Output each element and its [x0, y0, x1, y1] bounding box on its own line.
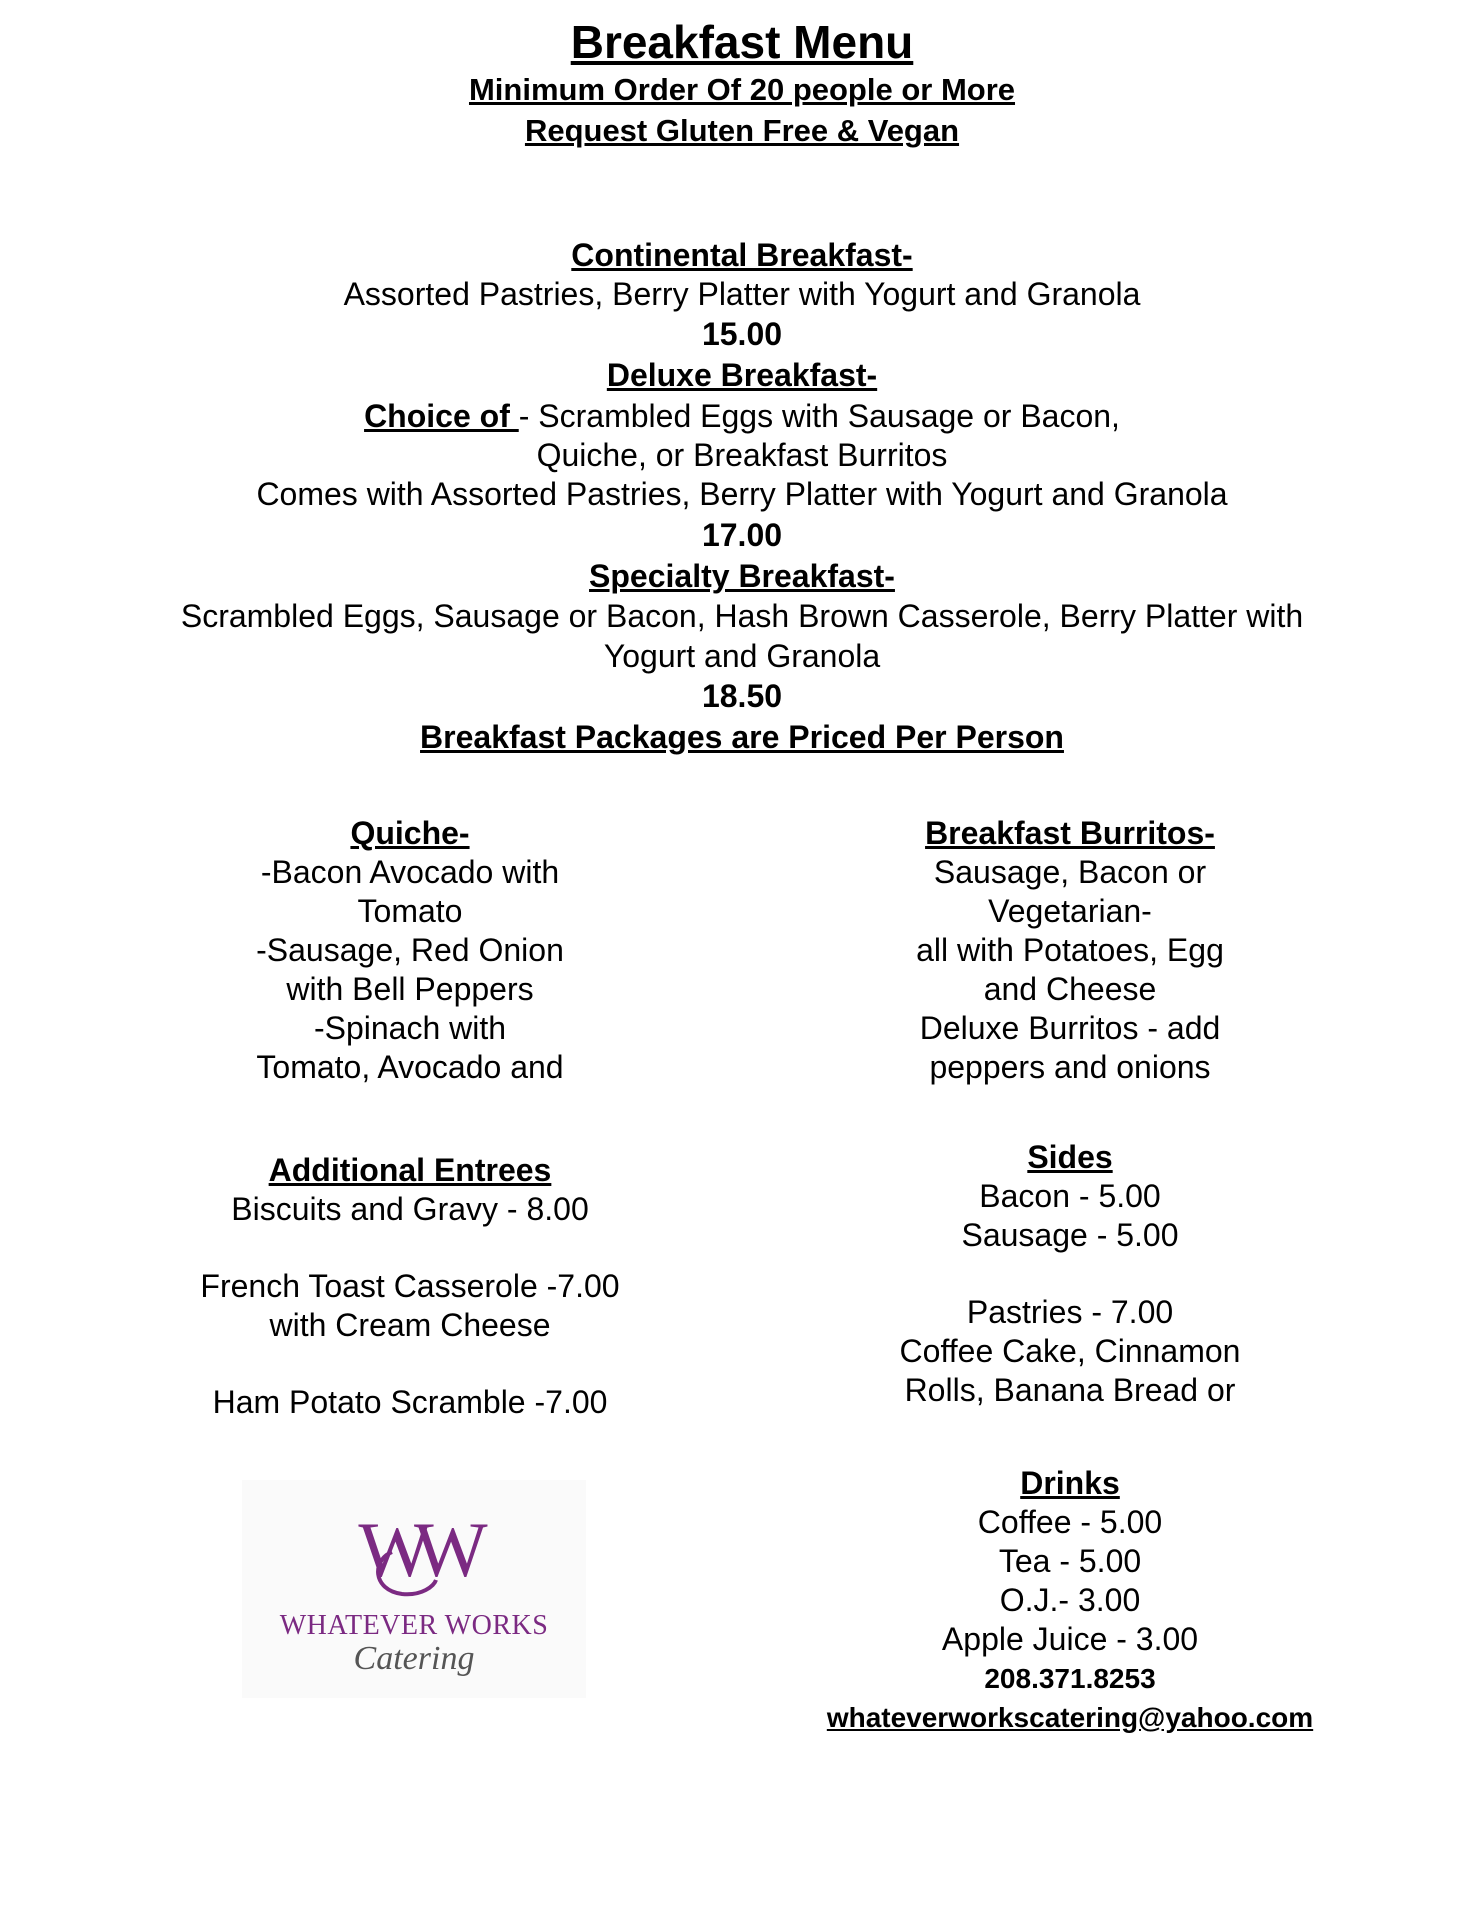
deluxe-line-3: Comes with Assorted Pastries, Berry Platter with Yogurt and Granola — [256, 476, 1228, 512]
list-item: Tea - 5.00 — [998, 1543, 1142, 1579]
specialty-line-2: Yogurt and Granola — [603, 638, 881, 674]
list-item: and Cheese — [983, 971, 1157, 1007]
burritos-title: Breakfast Burritos- — [925, 815, 1215, 851]
list-item: Tomato — [357, 893, 463, 929]
list-item: Pastries - 7.00 — [966, 1294, 1174, 1330]
list-item: -Bacon Avocado with — [260, 854, 560, 890]
minimum-order-note: Minimum Order Of 20 people or More — [468, 72, 1016, 107]
company-logo — [242, 1480, 586, 1698]
phone-number: 208.371.8253 — [984, 1663, 1156, 1694]
logo-tagline: Catering — [353, 1640, 475, 1677]
list-item: French Toast Casserole -7.00 — [200, 1268, 620, 1304]
monogram-text: WW — [358, 1506, 470, 1593]
deluxe-choice-label: Choice of — [364, 398, 519, 434]
continental-title: Continental Breakfast- — [571, 237, 913, 273]
list-item: -Sausage, Red Onion — [256, 932, 564, 968]
list-item: O.J.- 3.00 — [999, 1582, 1141, 1618]
list-item: with Bell Peppers — [286, 971, 534, 1007]
list-item: Ham Potato Scramble -7.00 — [212, 1384, 608, 1420]
email-link[interactable]: whateverworkscatering@yahoo.com — [826, 1702, 1314, 1733]
list-item: with Cream Cheese — [269, 1307, 551, 1343]
list-item: Deluxe Burritos - add — [919, 1010, 1221, 1046]
list-item: Apple Juice - 3.00 — [941, 1621, 1199, 1657]
pricing-note: Breakfast Packages are Priced Per Person — [420, 719, 1064, 755]
sides-title: Sides — [1027, 1139, 1113, 1175]
continental-description: Assorted Pastries, Berry Platter with Yogurt and Granola — [343, 276, 1141, 312]
deluxe-price: 17.00 — [701, 517, 783, 553]
list-item: Vegetarian- — [988, 893, 1152, 929]
additional-entrees-section — [140, 1151, 680, 1422]
list-item: Rolls, Banana Bread or — [904, 1372, 1236, 1408]
list-item: -Spinach with — [313, 1010, 507, 1046]
list-item: Biscuits and Gravy - 8.00 — [231, 1191, 589, 1227]
list-item: Sausage - 5.00 — [961, 1217, 1179, 1253]
quiche-title: Quiche- — [350, 815, 470, 851]
drinks-section — [800, 1464, 1340, 1737]
additional-entrees-title: Additional Entrees — [268, 1152, 552, 1188]
list-item: all with Potatoes, Egg — [916, 932, 1224, 968]
list-item: Bacon - 5.00 — [979, 1178, 1161, 1214]
specialty-title: Specialty Breakfast- — [589, 558, 895, 594]
drinks-title: Drinks — [1020, 1465, 1120, 1501]
sides-section — [800, 1138, 1340, 1410]
list-item: Coffee - 5.00 — [977, 1504, 1163, 1540]
burritos-section — [800, 814, 1340, 1087]
dietary-request-note: Request Gluten Free & Vegan — [524, 113, 960, 148]
monogram-icon — [242, 1490, 586, 1600]
continental-price: 15.00 — [701, 316, 783, 352]
deluxe-line-2: Quiche, or Breakfast Burritos — [536, 437, 948, 473]
deluxe-choice-line — [0, 396, 1484, 436]
specialty-line-1: Scrambled Eggs, Sausage or Bacon, Hash Brown Casserole, Berry Platter with — [180, 598, 1304, 634]
deluxe-title: Deluxe Breakfast- — [606, 357, 878, 393]
list-item: Tomato, Avocado and — [256, 1049, 564, 1085]
deluxe-choice-text: - Scrambled Eggs with Sausage or Bacon, — [518, 398, 1120, 434]
quiche-section — [140, 814, 680, 1087]
list-item: peppers and onions — [929, 1049, 1211, 1085]
logo-name: WHATEVER WORKS — [279, 1610, 549, 1641]
list-item: Coffee Cake, Cinnamon — [899, 1333, 1241, 1369]
specialty-price: 18.50 — [701, 678, 783, 714]
list-item: Sausage, Bacon or — [933, 854, 1207, 890]
page-title: Breakfast Menu — [570, 16, 914, 68]
